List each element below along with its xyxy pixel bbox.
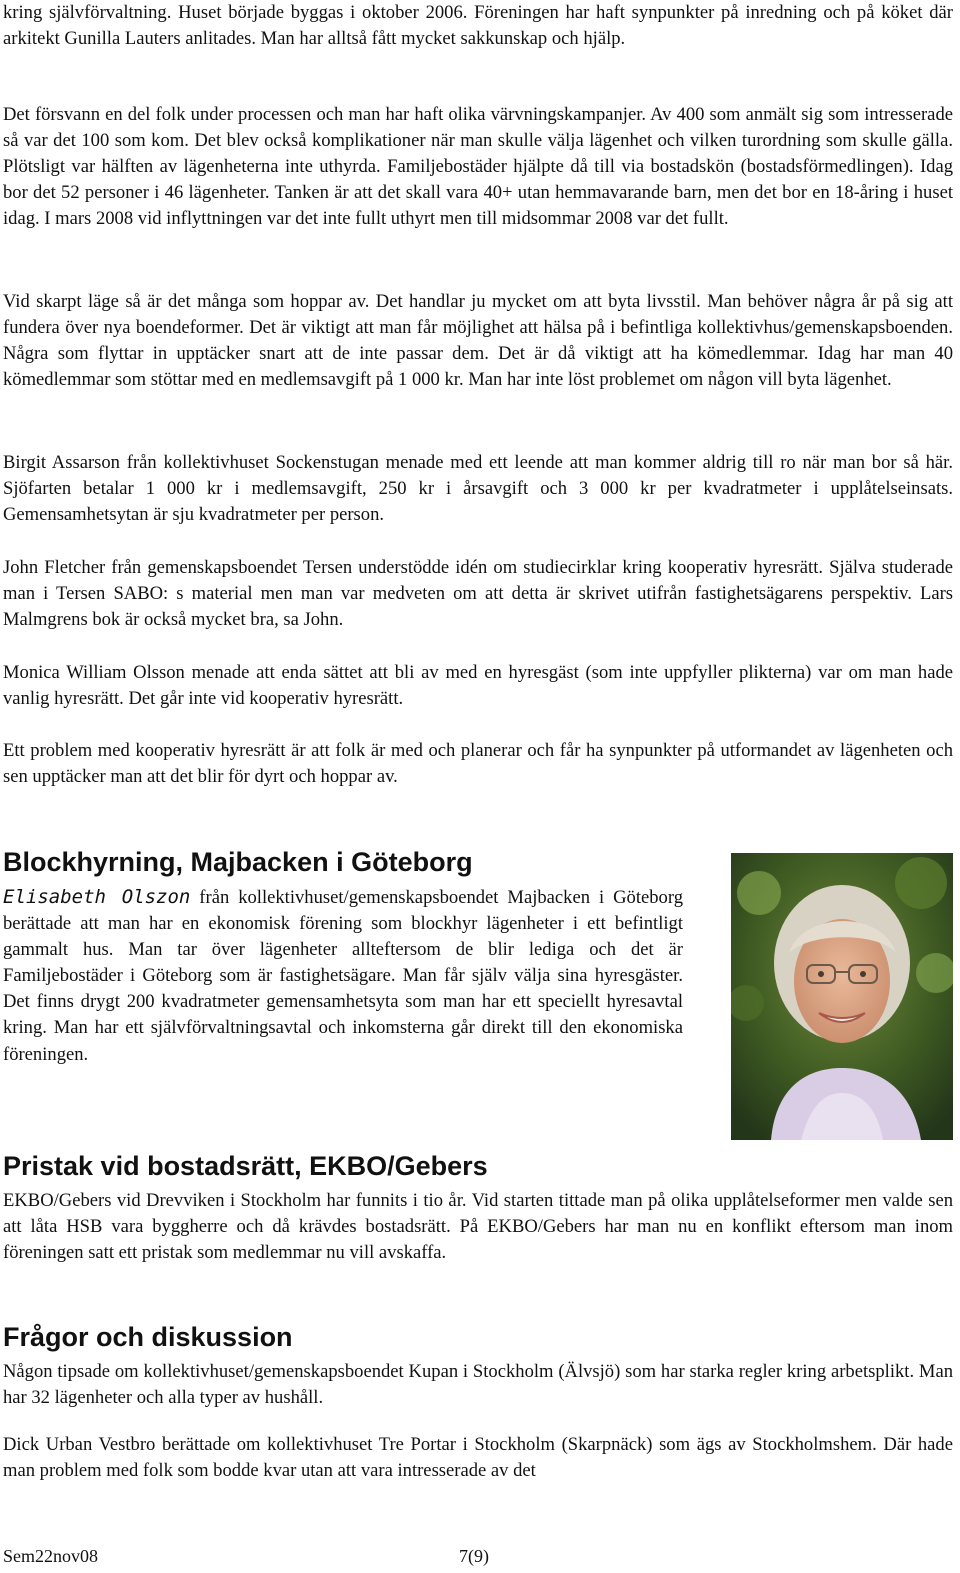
paragraph-tre-portar: Dick Urban Vestbro berättade om kollektivhuset Tre Portar i Stockholm (Skarpnäck) som ägs av Stockholmshem. Där hade man problem med folk som bodde kvar utan att vara intresserade av det bbox=[3, 1434, 953, 1482]
footer-label: Sem22nov08 bbox=[3, 1546, 99, 1566]
page-number: 7(9) bbox=[459, 1546, 489, 1566]
heading-pristak: Pristak vid bostadsrätt, EKBO/Gebers bbox=[3, 1151, 488, 1181]
paragraph-sockenstugan: Birgit Assarson från kollektivhuset Sockenstugan menade med ett leende att man kommer aldrig till ro när man bor så här. Sjöfarten betalar 1 000 kr i medlemsavgift, 250 kr i årsavgift och 3 000 kr per kvadratmeter i upplåtelseinsats. Gemensamhetsytan är sju kvadratmeter per person. bbox=[3, 452, 953, 526]
paragraph-intro: kring självförvaltning. Huset började byggas i oktober 2006. Föreningen har haft synpunkter på inredning och på köket där arkitekt Gunilla Lauters anlitades. Man har alltså fått mycket sakkunskap och hjälp. bbox=[3, 2, 953, 50]
portrait-photo-icon bbox=[731, 853, 953, 1140]
signature-name: Elisabeth Olszon bbox=[3, 886, 191, 908]
paragraph-tersen: John Fletcher från gemenskapsboendet Tersen understödde idén om studiecirklar kring kooperativ hyresrätt. Själva studerade man i Tersen SABO: s material men man var medveten om att detta är skrivet utifrån fastighetsägarens perspektiv. Lars Malmgrens bok är också mycket bra, sa John. bbox=[3, 557, 953, 631]
paragraph-majbacken-body: från kollektivhuset/gemenskapsboendet Majbacken i Göteborg berättade att man har en ekonomisk förening som blockhyr lägenheter i ett befintligt gammalt hus. Man tar över lägenheter allteftersom de blir lediga och det är Familjebostäder i Göteborg som är fastighetsägare. Man får själv välja sina hyresgäster. Det finns drygt 200 kvadratmeter gemensamhetsyta som man har ett speciellt hyresavtal kring. Man har ett självförvaltningsavtal och inkomsterna går direkt till den ekonomiska föreningen. bbox=[3, 887, 683, 1065]
paragraph-hyresgast: Monica William Olsson menade att enda sättet att bli av med en hyresgäst (som inte uppfyller plikterna) var om man hade vanlig hyresrätt. Det går inte vid kooperativ hyresrätt. bbox=[3, 662, 953, 710]
paragraph-majbacken bbox=[3, 884, 683, 1068]
paragraph-kupan: Någon tipsade om kollektivhuset/gemenskapsboendet Kupan i Stockholm (Älvsjö) som har starka regler kring arbetsplikt. Man har 32 lägenheter och alla typer av hushåll. bbox=[3, 1361, 953, 1409]
paragraph-dropouts: Vid skarpt läge så är det många som hoppar av. Det handlar ju mycket om att byta livsstil. Man behöver några år på sig att fundera över nya boendeformer. Det är viktigt att man får möjlighet att hälsa på i befintliga kollektivhus/gemenskapsboenden. Några som flyttar in upptäcker snart att de inte passar dem. Det är då viktigt att ha kömedlemmar. Idag har man 40 kömedlemmar som stöttar med en medlemsavgift på 1 000 kr. Man har inte löst problemet om någon vill byta lägenhet. bbox=[3, 291, 953, 391]
paragraph-kooperativ: Ett problem med kooperativ hyresrätt är att folk är med och planerar och får ha synpunkter på utformandet av lägenheten och sen upptäcker man att det blir för dyrt och hoppar av. bbox=[3, 740, 953, 788]
paragraph-ekbo: EKBO/Gebers vid Drevviken i Stockholm har funnits i tio år. Vid starten tittade man på olika upplåtelseformer men valde sen att låta HSB vara byggherre och då krävdes bostadsrätt. På EKBO/Gebers har man nu en konflikt eftersom man inom föreningen satt ett pristak som medlemmar nu vill avskaffa. bbox=[3, 1190, 953, 1264]
heading-blockhyrning: Blockhyrning, Majbacken i Göteborg bbox=[3, 847, 473, 877]
paragraph-recruitment: Det försvann en del folk under processen och man har haft olika värvningskampanjer. Av 400 som anmält sig som intresserade så var det 100 som kom. Det blev också komplikationer när man skulle välja lägenhet och vilken turordning som skulle gälla. Plötsligt var hälften av lägenheterna inte uthyrda. Familjebostäder hjälpte då till via bostadskön (bostadsförmedlingen). Idag bor det 52 personer i 46 lägenheter. Tanken är att det skall vara 40+ utan hemmavarande barn, men det bor en 18-åring i huset idag. I mars 2008 vid inflyttningen var det inte fullt uthyrt men till midsommar 2008 var det fullt. bbox=[3, 104, 953, 230]
heading-fragor: Frågor och diskussion bbox=[3, 1322, 293, 1352]
